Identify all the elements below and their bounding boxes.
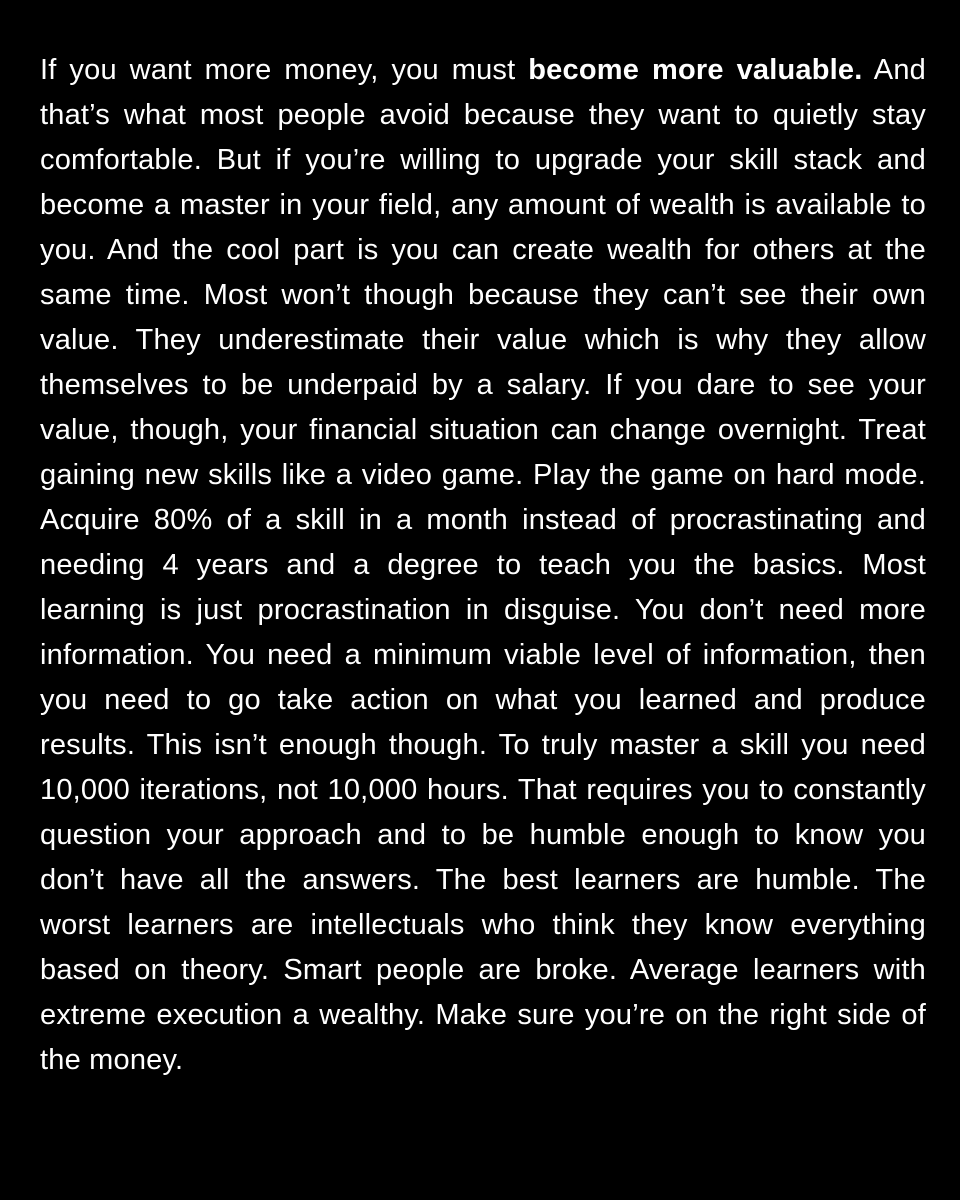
post-intro: If you want more money, you must — [40, 54, 529, 86]
post-emphasis: become more valuable. — [528, 54, 863, 86]
post-text — [40, 48, 926, 1083]
post-body: And that’s what most people avoid because they want to quietly stay comfortable. But if you’re willing to upgrade your skill stack and become a master in your field, any amount of wealth is available to you. And the cool part is you can create wealth for others at the same time. Most won’t though because they can’t see their own value. They underestimate their value which is why they allow themselves to be underpaid by a salary. If you dare to see your value, though, your financial situation can change overnight. Treat gaining new skills like a video game. Play the game on hard mode. Acquire 80% of a skill in a month instead of procrastinating and needing 4 years and a degree to teach you the basics. Most learning is just procrastination in disguise. You don’t need more information. You need a minimum viable level of information, then you need to go take action on what you learned and produce results. This isn’t enough though. To truly master a skill you need 10,000 iterations, not 10,000 hours. That requires you to constantly question your approach and to be humble enough to know you don’t have all the answers. The best learners are humble. The worst learners are intellectuals who think they know everything based on theory. Smart people are broke. Average learners with extreme execution a wealthy. Make sure you’re on the right side of the money. — [40, 54, 927, 1076]
